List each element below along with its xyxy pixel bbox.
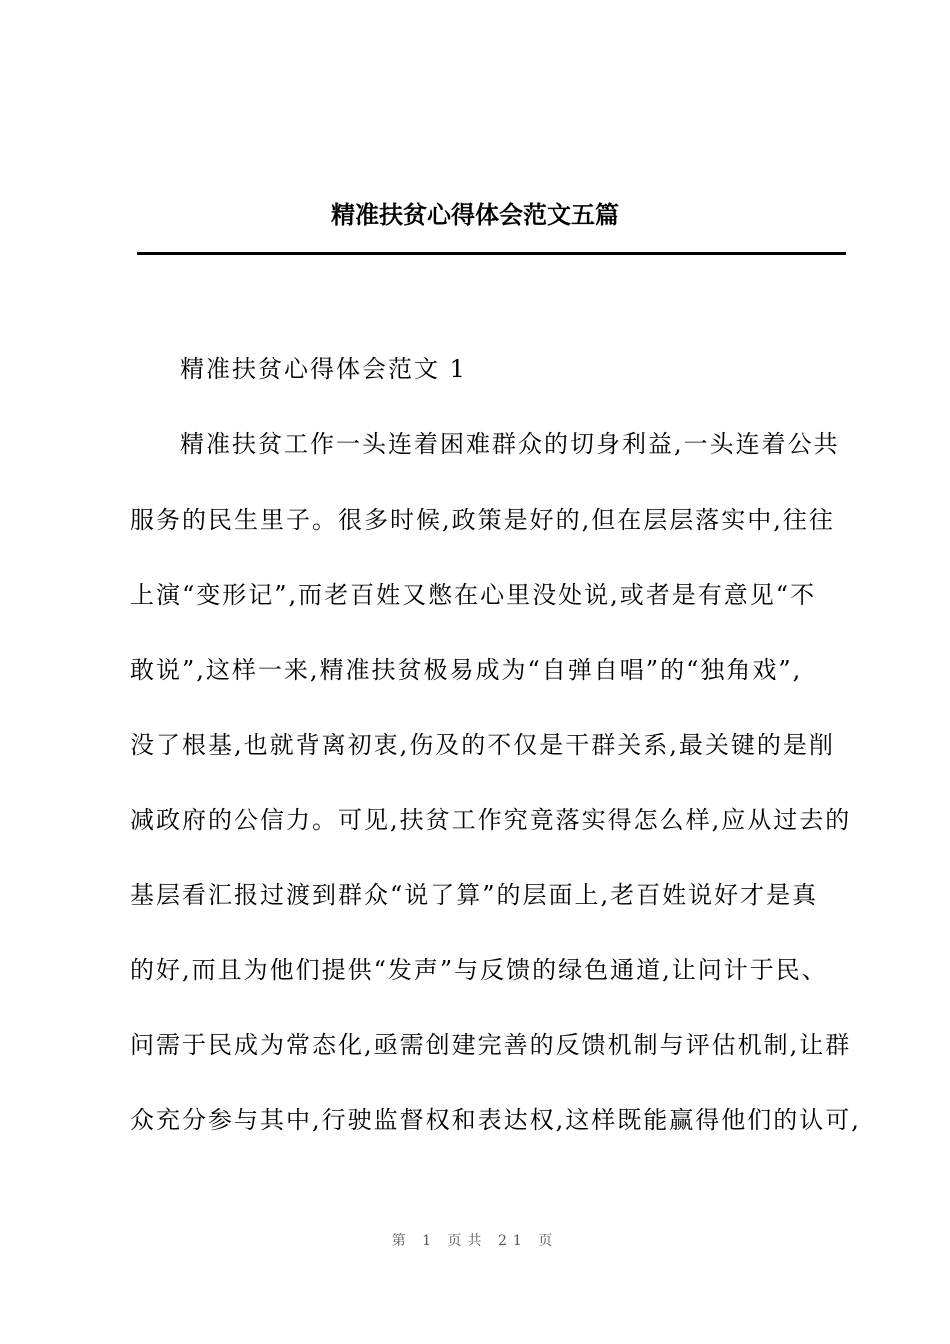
body-line-8: 的好,而且为他们提供“发声”与反馈的绿色通道,让问计于民、 — [130, 956, 828, 984]
body-line-7: 基层看汇报过渡到群众“说了算”的层面上,老百姓说好才是真 — [130, 881, 819, 909]
body-line-5: 没了根基,也就背离初衷,伤及的不仅是干群关系,最关键的是削 — [130, 731, 835, 759]
body-line-2: 服务的民生里子。很多时候,政策是好的,但在层层落实中,往往 — [130, 506, 835, 534]
body-line-10: 众充分参与其中,行驶监督权和表达权,这样既能赢得他们的认可, — [130, 1106, 861, 1134]
section-heading: 精准扶贫心得体会范文 1 — [180, 355, 467, 383]
body-line-4: 敢说”,这样一来,精准扶贫极易成为“自弹自唱”的“独角戏”, — [130, 656, 803, 684]
body-line-3: 上演“变形记”,而老百姓又憋在心里没处说,或者是有意见“不 — [130, 581, 817, 609]
page-number-footer: 第 1 页共 21 页 — [391, 1233, 559, 1249]
document-title: 精准扶贫心得体会范文五篇 — [331, 201, 619, 229]
body-line-9: 问需于民成为常态化,亟需创建完善的反馈机制与评估机制,让群 — [130, 1031, 852, 1059]
body-line-1: 精准扶贫工作一头连着困难群众的切身利益,一头连着公共 — [180, 430, 840, 458]
title-underline — [137, 252, 846, 255]
body-line-6: 减政府的公信力。可见,扶贫工作究竟落实得怎么样,应从过去的 — [130, 806, 852, 834]
